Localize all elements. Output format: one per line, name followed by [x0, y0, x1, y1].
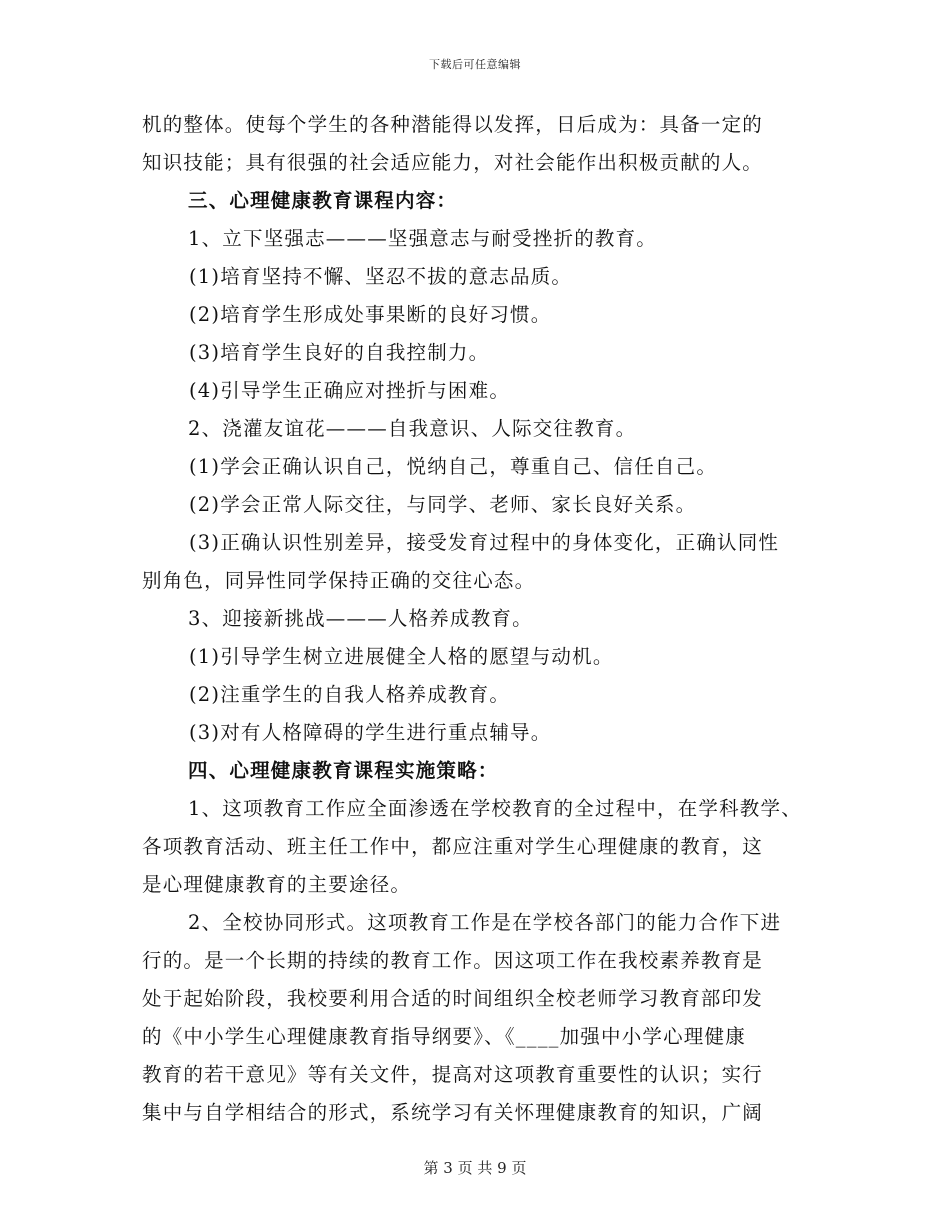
paragraph-line: 2、全校协同形式。这项教育工作是在学校各部门的能力合作下进: [188, 911, 782, 934]
page-footer: 第 3 页 共 9 页: [423, 1159, 527, 1177]
paragraph-line: 知识技能；具有很强的社会适应能力，对社会能作出积极贡献的人。: [142, 151, 764, 174]
section-heading: 三、心理健康教育课程内容：: [188, 189, 458, 212]
section-heading: 四、心理健康教育课程实施策略：: [188, 759, 499, 782]
paragraph-line: 是心理健康教育的主要途径。: [142, 873, 412, 896]
subsection-title: 1、立下坚强志———坚强意志与耐受挫折的教育。: [188, 227, 658, 250]
paragraph-line: 集中与自学相结合的形式，系统学习有关怀理健康教育的知识，广阔: [142, 1101, 764, 1124]
subsection-title: 3、迎接新挑战———人格养成教育。: [188, 607, 533, 630]
page-header: 下载后可任意编辑: [429, 58, 521, 71]
list-item: (1)学会正确认识自己，悦纳自己，尊重自己、信任自己。: [189, 455, 718, 478]
list-item: (4)引导学生正确应对挫折与困难。: [189, 379, 511, 402]
paragraph-line: 各项教育活动、班主任工作中，都应注重对学生心理健康的教育，这: [142, 835, 764, 858]
subsection-title: 2、浇灌友谊花———自我意识、人际交往教育。: [188, 417, 637, 440]
list-item: (2)注重学生的自我人格养成教育。: [189, 683, 511, 706]
list-item: (3)正确认识性别差异，接受发育过程中的身体变化，正确认同性: [189, 531, 780, 554]
list-item: (1)引导学生树立进展健全人格的愿望与动机。: [189, 645, 614, 668]
list-item: (1)培育坚持不懈、坚忍不拔的意志品质。: [189, 265, 573, 288]
list-item: (3)对有人格障碍的学生进行重点辅导。: [189, 721, 552, 744]
paragraph-line: 教育的若干意见》等有关文件，提高对这项教育重要性的认识；实行: [142, 1063, 764, 1086]
paragraph-line: 处于起始阶段，我校要利用合适的时间组织全校老师学习教育部印发: [142, 987, 764, 1010]
list-item: (2)学会正常人际交往，与同学、老师、家长良好关系。: [189, 493, 697, 516]
paragraph-line: 行的。是一个长期的持续的教育工作。因这项工作在我校素养教育是: [142, 949, 764, 972]
document-body: [142, 106, 822, 1132]
list-item: (2)培育学生形成处事果断的良好习惯。: [189, 303, 552, 326]
list-item: (3)培育学生良好的自我控制力。: [189, 341, 490, 364]
paragraph-line: 别角色，同异性同学保持正确的交往心态。: [142, 569, 536, 592]
paragraph-line: 1、这项教育工作应全面渗透在学校教育的全过程中，在学科教学、: [188, 797, 802, 820]
paragraph-line: 的《中小学生心理健康教育指导纲要》、《____加强中小学心理健康: [142, 1025, 746, 1048]
paragraph-line: 机的整体。使每个学生的各种潜能得以发挥，日后成为：具备一定的: [142, 113, 764, 136]
